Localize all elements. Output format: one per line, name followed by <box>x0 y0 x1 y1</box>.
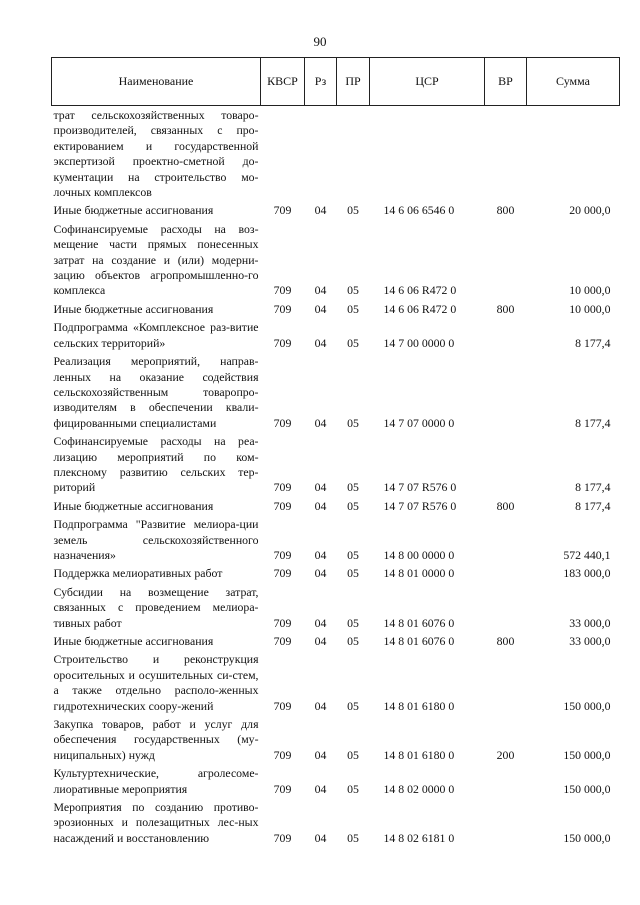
cell-pr <box>337 106 370 202</box>
cell-kvsr: 709 <box>273 566 292 581</box>
cell-kvsr: 709 <box>273 480 292 495</box>
cell-sum: 150 000,0 <box>563 830 611 845</box>
cell-rz: 04 <box>314 566 327 581</box>
cell-pr: 05 <box>347 335 359 350</box>
table-row <box>52 318 620 352</box>
cell-csr: 14 8 00 0000 0 <box>383 547 455 562</box>
cell-name: Строительство и реконструкция оросительных и осушительных си-стем, а также отдельно располо-женных гидротехнических соору-жений <box>53 652 259 713</box>
table-row <box>52 220 620 300</box>
cell-name: Реализация мероприятий, направ-ленных на оказание содействия сельскохозяйственным товаропро-изводителям в обеспечении квали-фицированными специалистами <box>53 354 259 430</box>
cell-csr: 14 8 02 0000 0 <box>383 781 455 796</box>
cell-pr: 05 <box>347 498 359 513</box>
cell-sum: 183 000,0 <box>563 566 611 581</box>
cell-name: Подпрограмма "Развитие мелиора-ции земель сельскохозяйственного назначения» <box>53 517 259 562</box>
cell-vr <box>485 564 527 582</box>
cell-sum: 150 000,0 <box>563 781 611 796</box>
cell-rz: 04 <box>314 781 327 796</box>
cell-sum: 10 000,0 <box>569 301 611 316</box>
budget-table <box>51 57 620 847</box>
cell-sum: 33 000,0 <box>569 615 611 630</box>
cell-sum: 8 177,4 <box>575 480 611 495</box>
table-row <box>52 352 620 432</box>
cell-csr: 14 7 07 R576 0 <box>383 480 457 495</box>
cell-kvsr: 709 <box>273 615 292 630</box>
cell-vr <box>485 764 527 798</box>
cell-pr: 05 <box>347 634 359 648</box>
cell-name: Иные бюджетные ассигнования <box>53 634 214 648</box>
cell-csr: 14 8 02 6181 0 <box>383 830 455 845</box>
cell-name: Поддержка мелиоративных работ <box>53 566 223 581</box>
table-row <box>52 632 620 650</box>
cell-csr: 14 8 01 6076 0 <box>383 615 455 630</box>
cell-rz: 04 <box>314 615 327 630</box>
cell-rz: 04 <box>314 301 327 316</box>
cell-rz: 04 <box>314 830 327 845</box>
cell-name: Культуртехнические, агролесоме-лиоративные мероприятия <box>53 766 259 796</box>
cell-pr: 05 <box>347 781 359 796</box>
cell-kvsr: 709 <box>273 335 292 350</box>
cell-sum: 10 000,0 <box>569 283 611 298</box>
cell-kvsr: 709 <box>273 498 292 513</box>
cell-kvsr: 709 <box>273 415 292 430</box>
cell-pr: 05 <box>347 203 359 218</box>
cell-name: трат сельскохозяйственных товаро-производителей, связанных с про-ектированием и государственной экспертизой проектно-сметной до-кументации на строительство мо-лочных комплексов <box>53 108 259 200</box>
cell-pr: 05 <box>347 830 359 845</box>
cell-rz: 04 <box>314 498 327 513</box>
cell-csr: 14 8 01 0000 0 <box>383 566 455 581</box>
page-number: 90 <box>313 34 327 49</box>
cell-name: Софинансируемые расходы на воз-мещение части прямых понесенных затрат на создание и (или) модерни-зацию объектов агропромышленно-го комплекса <box>53 221 259 298</box>
cell-pr: 05 <box>347 415 359 430</box>
column-header-rz: Рз <box>305 58 337 106</box>
cell-csr <box>370 106 485 202</box>
cell-vr: 800 <box>496 301 515 316</box>
cell-pr: 05 <box>347 480 359 495</box>
cell-pr: 05 <box>347 566 359 581</box>
cell-csr: 14 8 01 6180 0 <box>383 747 455 762</box>
table-row <box>52 201 620 219</box>
cell-pr: 05 <box>347 698 359 713</box>
table-row <box>52 798 620 847</box>
cell-sum: 8 177,4 <box>575 415 611 430</box>
column-header-csr: ЦСР <box>370 58 485 106</box>
cell-sum: 572 440,1 <box>563 547 611 562</box>
cell-vr: 800 <box>496 498 515 513</box>
cell-name: Иные бюджетные ассигнования <box>53 301 214 316</box>
cell-pr: 05 <box>347 747 359 762</box>
column-header-vr: ВР <box>485 58 527 106</box>
cell-kvsr: 709 <box>273 747 292 762</box>
cell-name: Закупка товаров, работ и услуг для обеспечения государственных (му-ниципальных) нужд <box>53 717 259 762</box>
cell-csr: 14 6 06 R472 0 <box>383 283 457 298</box>
cell-rz: 04 <box>314 283 327 298</box>
cell-name: Софинансируемые расходы на реа-лизацию мероприятий по ком-плексному развитию сельских тер-риторий <box>53 434 259 495</box>
cell-kvsr: 709 <box>273 634 292 648</box>
cell-pr: 05 <box>347 615 359 630</box>
cell-csr: 14 7 07 R576 0 <box>383 498 457 513</box>
column-header-kvsr: КВСР <box>261 58 305 106</box>
cell-rz: 04 <box>314 415 327 430</box>
cell-pr: 05 <box>347 301 359 316</box>
cell-sum: 150 000,0 <box>563 747 611 762</box>
cell-sum: 8 177,4 <box>575 335 611 350</box>
cell-sum: 8 177,4 <box>575 498 611 513</box>
table-body <box>52 106 620 848</box>
cell-csr: 14 8 01 6076 0 <box>383 634 455 648</box>
cell-pr: 05 <box>347 547 359 562</box>
cell-vr <box>485 220 527 300</box>
cell-vr <box>485 798 527 847</box>
cell-rz: 04 <box>314 698 327 713</box>
cell-rz: 04 <box>314 747 327 762</box>
cell-csr: 14 8 01 6180 0 <box>383 698 455 713</box>
cell-vr <box>485 515 527 564</box>
cell-name: Субсидии на возмещение затрат, связанных с проведением мелиора-тивных работ <box>53 584 259 630</box>
cell-kvsr: 709 <box>273 698 292 713</box>
table-row <box>52 564 620 582</box>
cell-vr: 800 <box>496 203 515 218</box>
cell-sum: 33 000,0 <box>569 634 611 648</box>
cell-name: Иные бюджетные ассигнования <box>53 498 214 513</box>
cell-rz: 04 <box>314 203 327 218</box>
cell-csr: 14 6 06 6546 0 <box>383 203 455 218</box>
cell-kvsr: 709 <box>273 301 292 316</box>
cell-csr: 14 7 07 0000 0 <box>383 415 455 430</box>
table-row <box>52 515 620 564</box>
cell-name: Иные бюджетные ассигнования <box>53 203 214 218</box>
cell-sum: 20 000,0 <box>569 203 611 218</box>
cell-rz: 04 <box>314 634 327 648</box>
cell-vr <box>485 583 527 632</box>
cell-vr <box>485 650 527 715</box>
cell-kvsr: 709 <box>273 830 292 845</box>
cell-sum <box>527 106 620 202</box>
cell-vr <box>485 318 527 352</box>
table-row <box>52 497 620 515</box>
cell-csr: 14 7 00 0000 0 <box>383 335 455 350</box>
cell-csr: 14 6 06 R472 0 <box>383 301 457 316</box>
cell-rz: 04 <box>314 480 327 495</box>
table-row <box>52 300 620 318</box>
column-header-name: Наименование <box>52 58 261 106</box>
cell-vr <box>485 432 527 497</box>
cell-rz: 04 <box>314 547 327 562</box>
cell-name: Мероприятия по созданию противо-эрозионных и полезащитных лес-ных насаждений и восстановлению <box>53 800 259 845</box>
cell-kvsr <box>261 106 305 202</box>
cell-kvsr: 709 <box>273 203 292 218</box>
table-row <box>52 583 620 632</box>
table-header <box>52 58 620 106</box>
column-header-sum: Сумма <box>527 58 620 106</box>
cell-sum: 150 000,0 <box>563 698 611 713</box>
cell-vr <box>485 352 527 432</box>
table-row <box>52 106 620 202</box>
cell-kvsr: 709 <box>273 283 292 298</box>
cell-name: Подпрограмма «Комплексное раз-витие сельских территорий» <box>53 320 259 350</box>
column-header-pr: ПР <box>337 58 370 106</box>
cell-vr: 800 <box>496 634 515 648</box>
cell-pr: 05 <box>347 283 359 298</box>
table-row <box>52 715 620 764</box>
cell-vr: 200 <box>496 747 515 762</box>
cell-vr <box>485 106 527 202</box>
table-row <box>52 764 620 798</box>
table-row <box>52 432 620 497</box>
cell-rz: 04 <box>314 335 327 350</box>
cell-kvsr: 709 <box>273 781 292 796</box>
cell-rz <box>305 106 337 202</box>
cell-kvsr: 709 <box>273 547 292 562</box>
table-row <box>52 650 620 715</box>
